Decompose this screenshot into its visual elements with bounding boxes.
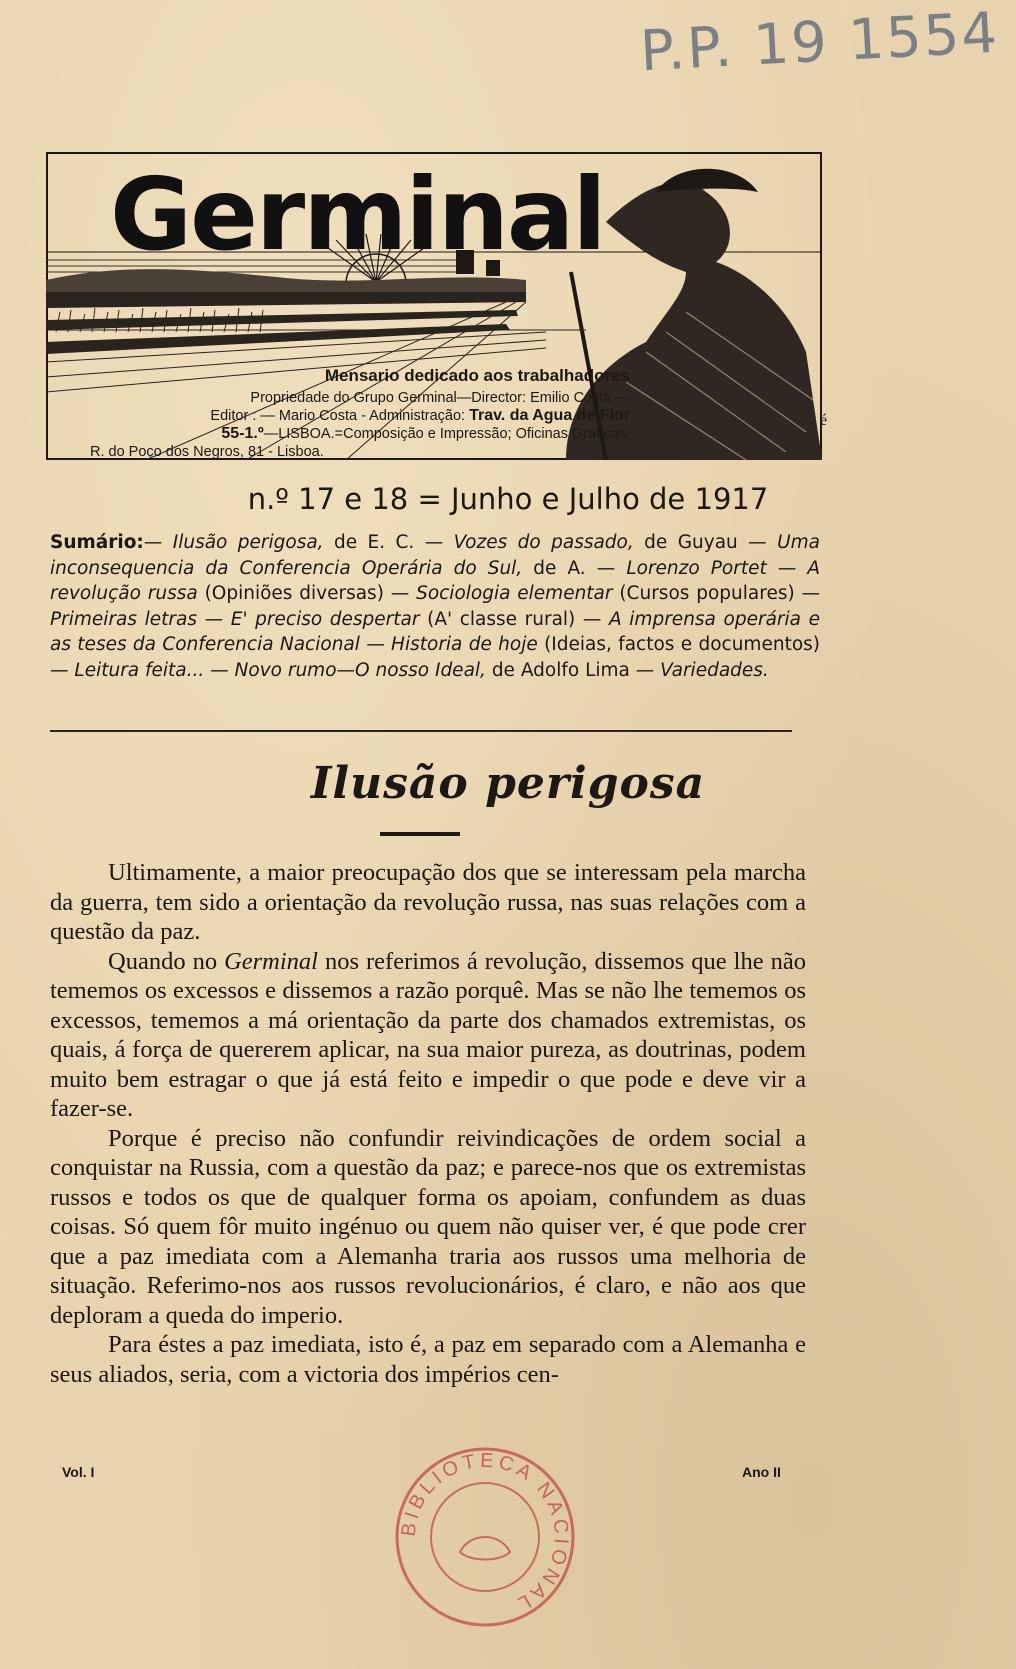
paragraph-4: Para éstes a paz imediata, isto é, a paz em separado com a Alemanha e seus aliados, seria, com a victoria dos impérios cen-	[50, 1331, 806, 1388]
margin-mark: é	[820, 412, 828, 429]
info-line-3: 55-1.º—LISBOA.=Composição e Impressão; Oficinas Graficas,	[221, 425, 630, 442]
svg-text:BIBLIOTECA NACIONAL: BIBLIOTECA NACIONAL	[397, 1449, 573, 1617]
journal-title: Germinal	[110, 156, 605, 273]
summary: Sumário:— Ilusão perigosa, de E. C. — Vozes do passado, de Guyau — Uma inconsequencia da Conferencia Operária do Sul, de A. — Lorenzo Portet — A revolução russa (Opiniões diversas) — Sociologia elementar (Cursos populares) — Primeiras letras — E' preciso despertar (A' classe rural) — A imprensa operária e as teses da Conferencia Nacional — Historia de hoje (Ideias, factos e documentos) — Leitura feita... — Novo rumo—O nosso Ideal, de Adolfo Lima — Variedades.	[50, 532, 821, 681]
section-divider	[50, 730, 792, 732]
info-line-4: R. do Poço dos Negros, 81 - Lisboa.	[90, 444, 324, 460]
info-line-1: Propriedade do Grupo Germinal—Director: Emilio Costa —	[250, 390, 630, 406]
tagline: Mensario dedicado aos trabalhadores	[324, 366, 630, 385]
library-stamp	[390, 1442, 580, 1632]
masthead	[46, 152, 822, 460]
year-label: Ano II	[742, 1464, 781, 1480]
article-body	[50, 858, 806, 1389]
summary-label: Sumário:	[50, 532, 144, 553]
paragraph-2: Quando no Germinal nos referimos á revolução, dissemos que lhe não tememos os excessos e dissemos a razão porquê. Mas se não lhe tememos os excessos, tememos a má orientação da parte dos chamados extremistas, os quais, á força de quererem aplicar, na sua maior pureza, as doutrinas, podem muito bem estragar o que já está feito e impedir o que pode e deve vir a fazer-se.	[50, 947, 806, 1122]
paragraph-3: Porque é preciso não confundir reivindicações de ordem social a conquistar na Russia, com a questão da paz; e parece-nos que os extremistas russos e todos os que de qualquer forma os apoiam, confundem as duas coisas. Só quem fôr muito ingénuo ou quem não quiser ver, é que pode crer que a paz imediata com a Alemanha traria aos russos uma melhoria de situação. Referimo-nos aos russos revolucionários, é claro, e não aos que deploram a queda do imperio.	[50, 1124, 806, 1329]
publication-info	[90, 366, 630, 461]
paragraph-1: Ultimamente, a maior preocupação dos que se interessam pela marcha da guerra, tem sido a orientação da revolução russa, nas suas relações com a questão da paz.	[50, 859, 806, 945]
info-line-2: Editor : — Mario Costa - Administração: Trav. da Agua de Flor	[210, 407, 630, 424]
heading-underline	[380, 832, 460, 836]
volume-label: Vol. I	[62, 1464, 95, 1480]
handwritten-shelfmark: P.P. 19 1554	[638, 0, 1001, 85]
article-heading: Ilusão perigosa	[310, 758, 706, 809]
issue-number-date: n.º 17 e 18 = Junho e Julho de 1917	[247, 482, 769, 516]
